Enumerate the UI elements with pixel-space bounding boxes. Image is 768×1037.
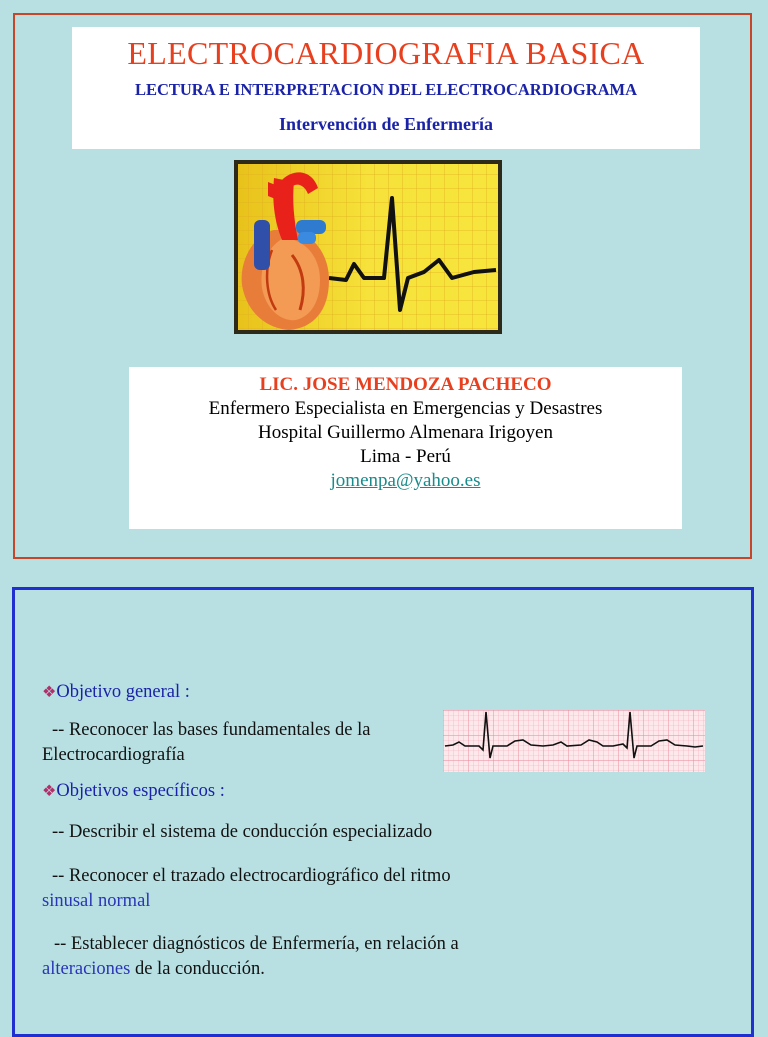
general-objective-text: -- Reconocer las bases fundamentales de la Electrocardiografía [42, 720, 371, 765]
objective-item-1: -- Describir el sistema de conducción especializado [52, 822, 433, 842]
author-hospital: Hospital Guillermo Almenara Irigoyen [258, 422, 553, 443]
slide-2 [12, 587, 754, 1037]
author-city: Lima - Perú [360, 446, 451, 467]
diamond-bullet-icon: ❖ [42, 684, 57, 701]
objective-item-3-text: -- Establecer diagnósticos de Enfermería, en relación a [54, 934, 459, 954]
author-role: Enfermero Especialista en Emergencias y Desastres [208, 398, 603, 419]
objective-item-2-text: -- Reconocer el trazado electrocardiográfico del ritmo [52, 866, 451, 886]
ecg-strip-image [443, 710, 705, 772]
author-box [129, 367, 682, 529]
subtitle-nursing: Intervención de Enfermería [279, 114, 493, 134]
subtitle: LECTURA E INTERPRETACION DEL ELECTROCARDIOGRAMA [134, 80, 638, 99]
specific-objectives-heading: Objetivos específicos : [56, 781, 225, 801]
objective-item-3-highlight: alteraciones [42, 959, 131, 979]
objective-item-3-end: de la conducción. [130, 959, 265, 979]
author-email-link[interactable]: jomenpa@yahoo.es [330, 470, 481, 491]
objective-item-2-highlight: sinusal normal [42, 891, 151, 911]
author-name: LIC. JOSE MENDOZA PACHECO [259, 374, 552, 395]
main-title: ELECTROCARDIOGRAFIA BASICA [127, 35, 645, 71]
slide-1 [13, 13, 752, 559]
objective-item-2 [42, 864, 482, 914]
title-box [72, 27, 700, 149]
general-objective-heading: Objetivo general : [56, 682, 190, 702]
objectives-content [42, 680, 482, 982]
diamond-bullet-icon: ❖ [42, 783, 57, 800]
objective-item-3 [42, 932, 482, 982]
heart-ecg-illustration [234, 160, 502, 334]
